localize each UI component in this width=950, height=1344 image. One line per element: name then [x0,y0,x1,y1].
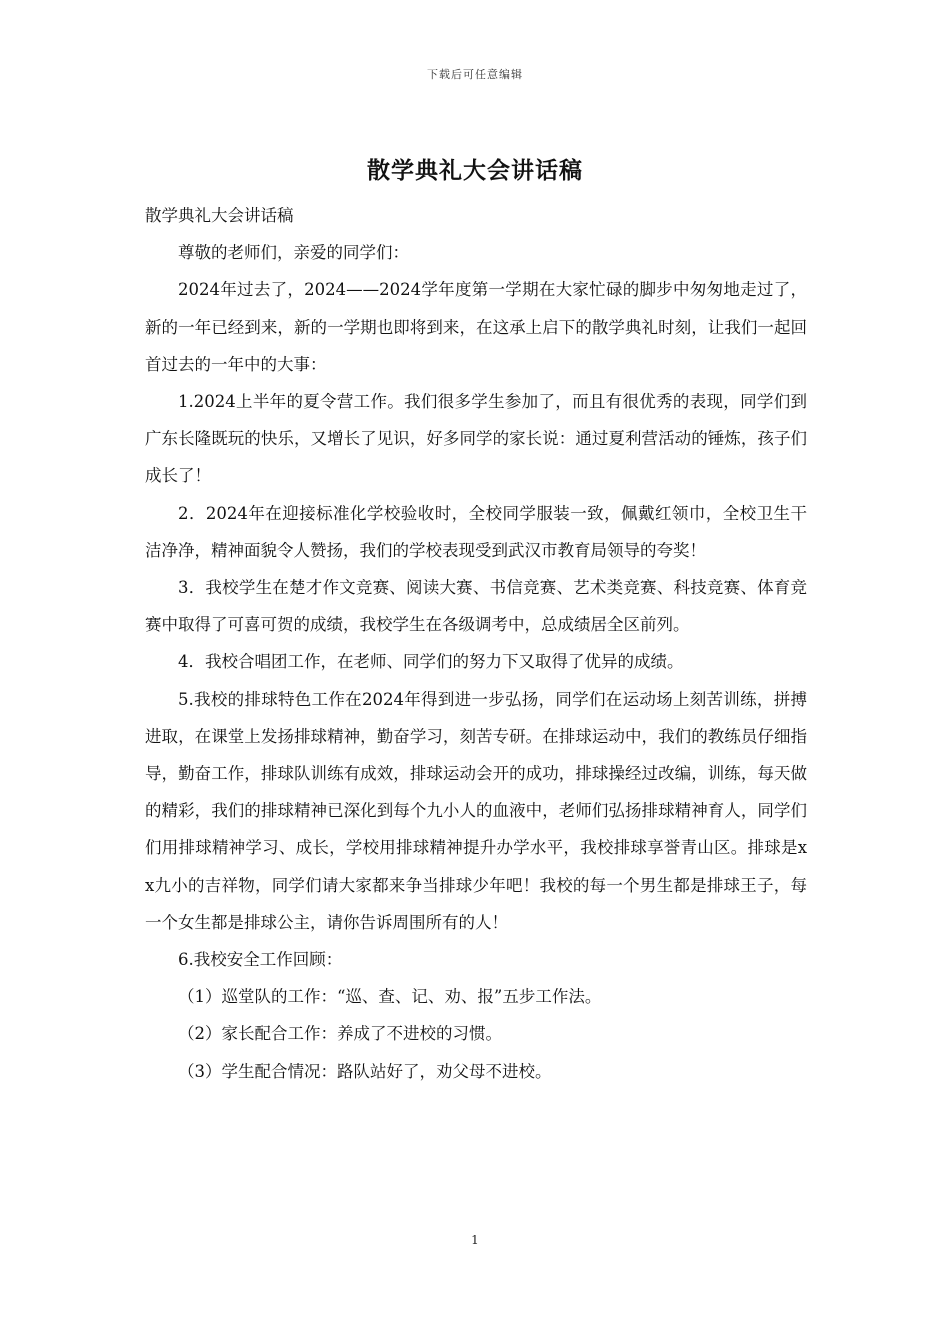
paragraph-item-4: 4．我校合唱团工作，在老师、同学们的努力下又取得了优异的成绩。 [178,652,684,672]
paragraph-subtitle: 散学典礼大会讲话稿 [145,206,294,225]
header-note: 下载后可任意编辑 [427,68,523,81]
paragraph-item-1: 1.2024上半年的夏令营工作。我们很多学生参加了，而且有很优秀的表现，同学们到广东长隆既玩的快乐，又增长了见识，好多同学的家长说：通过夏利营活动的锤炼，孩子们成长了！ [145,392,807,486]
page-number: 1 [471,1233,479,1247]
paragraph-intro: 2024年过去了，2024——2024学年度第一学期在大家忙碌的脚步中匆匆地走过了，新的一年已经到来，新的一学期也即将到来，在这承上启下的散学典礼时刻，让我们一起回首过去的一年中的大事： [145,280,807,374]
paragraph-subitem-3: （3）学生配合情况：路队站好了，劝父母不进校。 [178,1061,552,1081]
document-body [145,197,807,1090]
paragraph-item-5: 5.我校的排球特色工作在2024年得到进一步弘扬，同学们在运动场上刻苦训练，拼搏进取，在课堂上发扬排球精神，勤奋学习，刻苦专研。在排球运动中，我们的教练员仔细指导，勤奋工作，排球队训练有成效，排球运动会开的成功，排球操经过改编，训练，每天做的精彩，我们的排球精神已深化到每个九小人的血液中，老师们弘扬排球精神育人，同学们们用排球精神学习、成长，学校用排球精神提升办学水平，我校排球享誉青山区。排球是xx九小的吉祥物，同学们请大家都来争当排球少年吧！我校的每一个男生都是排球王子，每一个女生都是排球公主，请你告诉周围所有的人！ [145,689,807,932]
document-title: 散学典礼大会讲话稿 [367,157,583,184]
paragraph-subitem-1: （1）巡堂队的工作：“巡、查、记、劝、报”五步工作法。 [178,987,602,1007]
paragraph-item-2: 2．2024年在迎接标准化学校验收时，全校同学服装一致，佩戴红领巾，全校卫生干洁净净，精神面貌令人赞扬，我们的学校表现受到武汉市教育局领导的夸奖！ [145,503,807,560]
paragraph-item-3: 3．我校学生在楚才作文竞赛、阅读大赛、书信竞赛、艺术类竞赛、科技竞赛、体育竞赛中取得了可喜可贺的成绩，我校学生在各级调考中，总成绩居全区前列。 [145,578,807,635]
paragraph-salutation: 尊敬的老师们，亲爱的同学们： [178,243,409,263]
paragraph-item-6: 6.我校安全工作回顾： [178,950,343,970]
paragraph-subitem-2: （2）家长配合工作：养成了不进校的习惯。 [178,1024,502,1044]
